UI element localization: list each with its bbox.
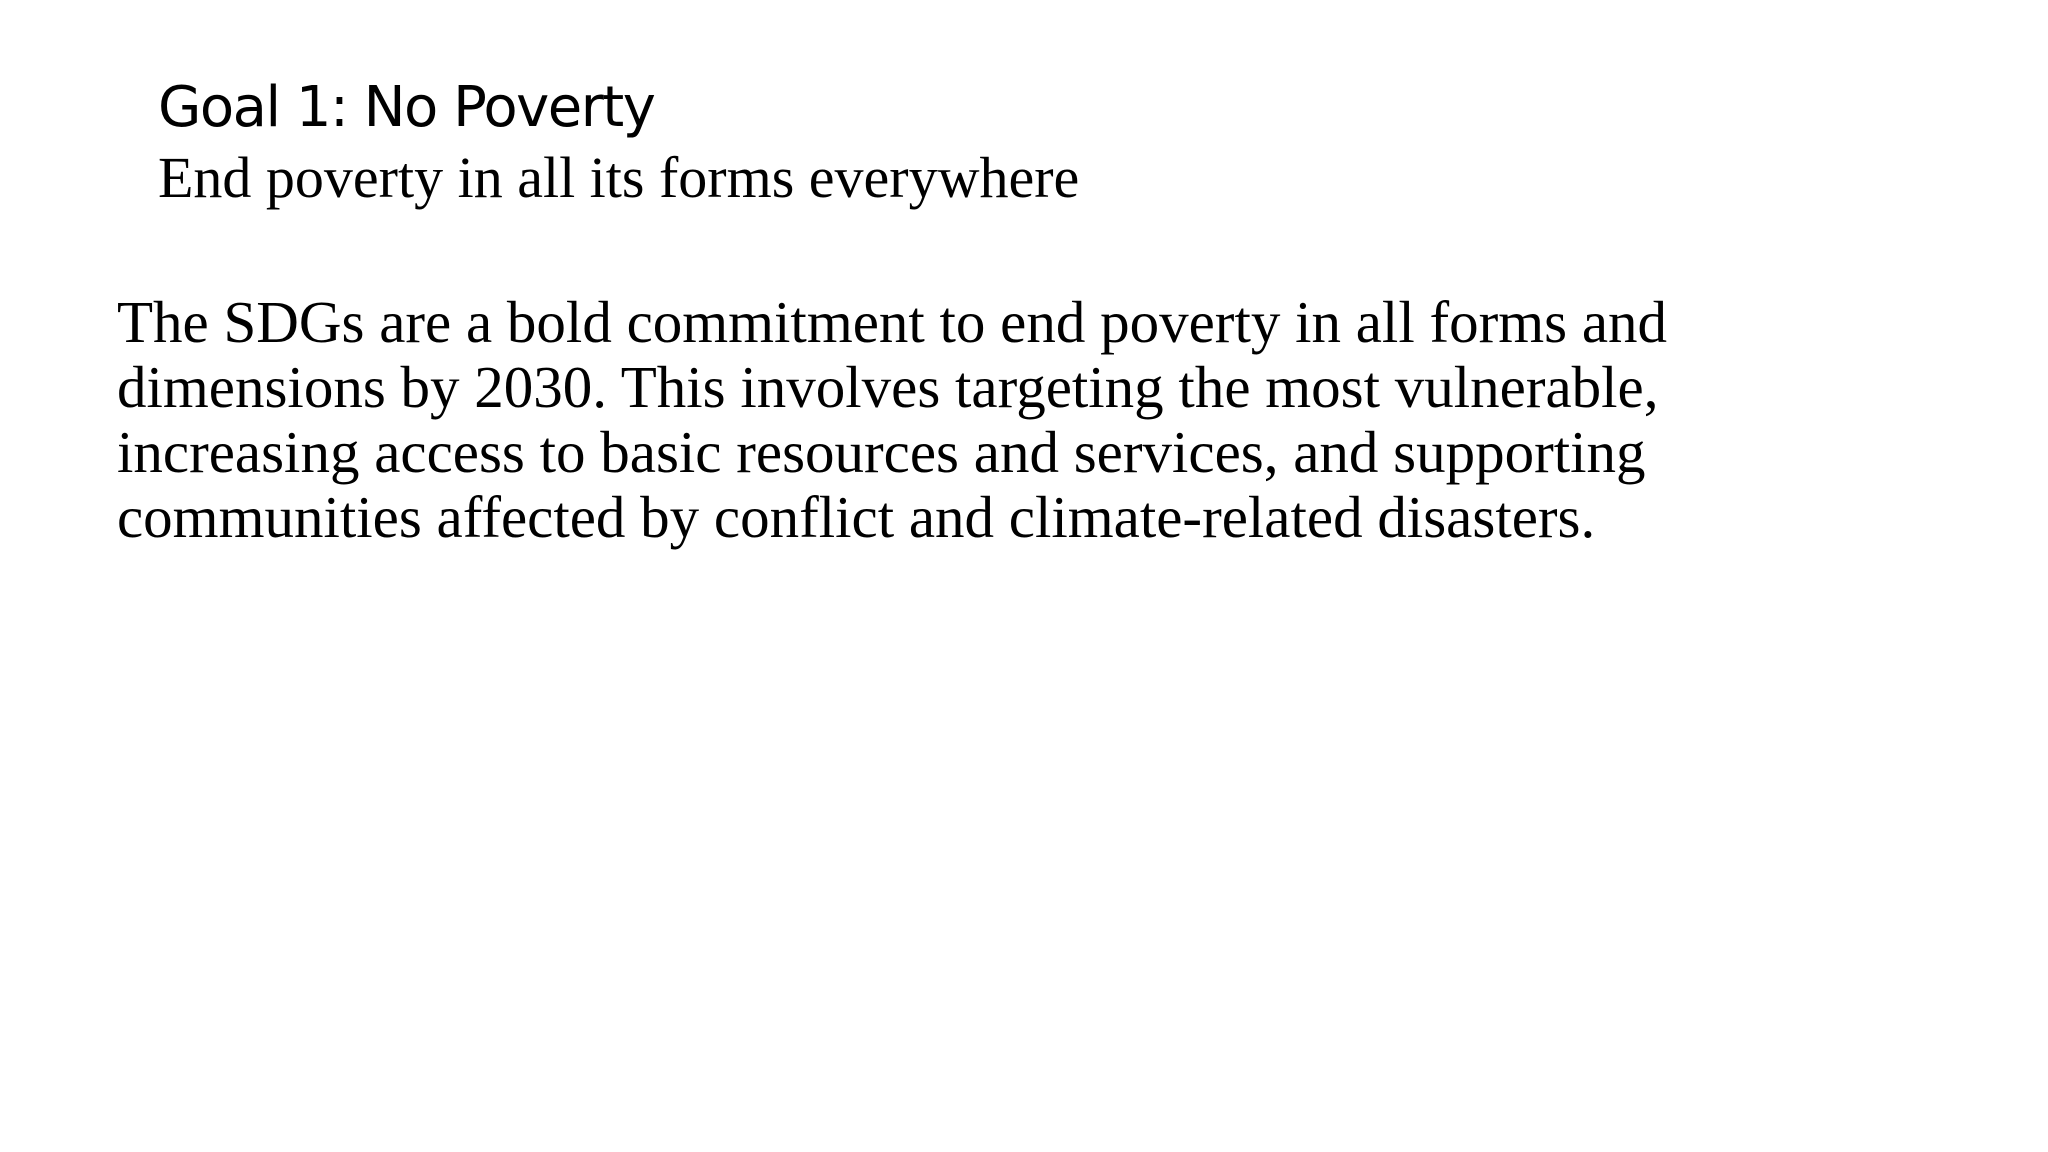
body-line: communities affected by conflict and climate-related disasters. <box>117 484 1596 550</box>
slide-subtitle: End poverty in all its forms everywhere <box>158 145 1080 210</box>
body-line: increasing access to basic resources and services, and supporting <box>117 419 1646 485</box>
body-paragraph <box>117 290 1837 550</box>
slide-title: Goal 1: No Poverty <box>158 75 655 140</box>
body-line: dimensions by 2030. This involves targeting the most vulnerable, <box>117 354 1659 420</box>
body-line: The SDGs are a bold commitment to end poverty in all forms and <box>117 289 1668 355</box>
